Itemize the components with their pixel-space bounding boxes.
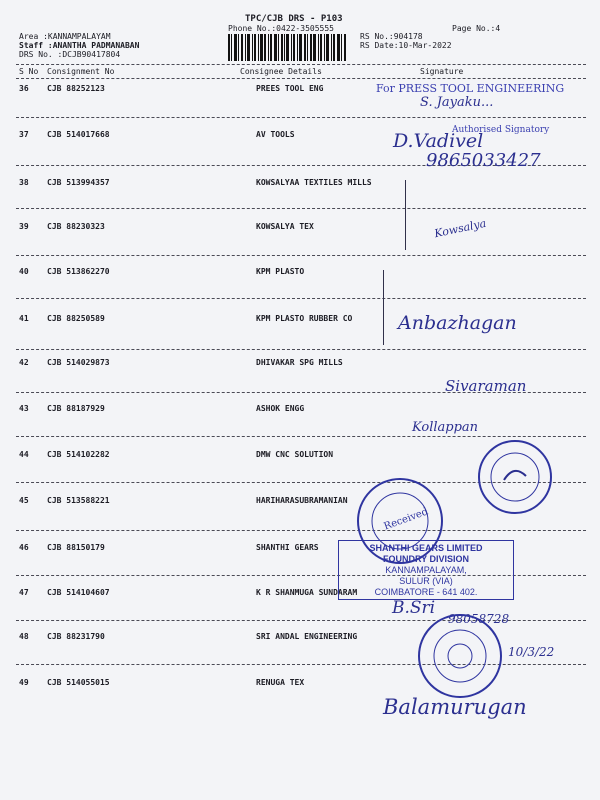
row-consignment: CJB 514017668 [47, 130, 110, 139]
signature-row47-name: B.Sri [392, 598, 436, 618]
area-label: Area :KANNAMPALAYAM [19, 32, 111, 41]
column-signature: Signature [420, 67, 464, 76]
row-divider [16, 298, 586, 299]
shanthi-stamp-line5: COIMBATORE - 641 402. [374, 587, 478, 597]
row-consignment: CJB 514104607 [47, 588, 110, 597]
row-sno: 43 [19, 404, 29, 413]
page-number: Page No.:4 [452, 24, 501, 33]
phone-number: Phone No.:0422-3505555 [228, 24, 334, 33]
header-divider-top [16, 64, 586, 65]
signature-row41: Anbazhagan [398, 312, 517, 334]
row-sno: 45 [19, 496, 29, 505]
seal-ring-icon [480, 442, 550, 512]
row-sno: 47 [19, 588, 29, 597]
signature-row37-name: D.Vadivel [393, 130, 484, 152]
press-tool-stamp-line1: For PRESS TOOL ENGINEERING [376, 82, 565, 95]
row-divider [16, 255, 586, 256]
row-consignee: HARIHARASUBRAMANIAN [256, 496, 348, 505]
row-consignee: KOWSALYA TEX [256, 222, 314, 231]
dmw-company-seal [478, 440, 552, 514]
shanthi-stamp-line4: SULUR (VIA) [399, 576, 453, 586]
received-seal-text: Received [382, 506, 430, 533]
row-divider [16, 117, 586, 118]
barcode-image [228, 34, 348, 61]
row-consignee: KPM PLASTO [256, 267, 305, 276]
row-consignment: CJB 88230323 [47, 222, 105, 231]
row-consignee: ASHOK ENGG [256, 404, 305, 413]
row-consignment: CJB 513862270 [47, 267, 110, 276]
drs-number: DRS No. :DCJB90417804 [19, 50, 121, 59]
sheet-title: TPC/CJB DRS - P103 [245, 14, 343, 24]
row-consignment: CJB 88250589 [47, 314, 105, 323]
column-sno: S No [19, 67, 39, 76]
row-consignment: CJB 514029873 [47, 358, 110, 367]
row-sno: 44 [19, 450, 29, 459]
row-consignment: CJB 514102282 [47, 450, 110, 459]
row-consignment: CJB 88231790 [47, 632, 105, 641]
row-consignment: CJB 513588221 [47, 496, 110, 505]
row-sno: 49 [19, 678, 29, 687]
shanthi-gears-stamp [338, 540, 514, 600]
row-consignment: CJB 88150179 [47, 543, 105, 552]
row-consignee: SRI ANDAL ENGINEERING [256, 632, 358, 641]
bracket-line [383, 270, 384, 345]
row-sno: 36 [19, 84, 29, 93]
row-sno: 38 [19, 178, 29, 187]
shanthi-stamp-line1: SHANTHI GEARS LIMITED [369, 543, 483, 553]
row-sno: 37 [19, 130, 29, 139]
bracket-line [405, 180, 406, 250]
row-consignee: DMW CNC SOLUTION [256, 450, 334, 459]
column-consignment: Consignment No [47, 67, 115, 76]
row-consignee: KPM PLASTO RUBBER CO [256, 314, 353, 323]
row-consignee: SHANTHI GEARS [256, 543, 319, 552]
signature-row36: S. Jayaku... [420, 95, 494, 110]
row-consignee: AV TOOLS [256, 130, 295, 139]
shanthi-stamp-line3: KANNAMPALAYAM, [385, 565, 467, 575]
row-divider [16, 436, 586, 437]
row-sno: 48 [19, 632, 29, 641]
works-company-seal [418, 614, 502, 698]
row-consignee: K R SHANMUGA SUNDARAM [256, 588, 358, 597]
row-consignee: KOWSALYAA TEXTILES MILLS [256, 178, 372, 187]
signature-row47-phone: 98058728 [448, 612, 510, 626]
column-consignee: Consignee Details [240, 67, 322, 76]
row-consignment: CJB 88252123 [47, 84, 105, 93]
signature-row39: Kowsalya [433, 216, 488, 241]
signature-row43: Kollappan [412, 420, 479, 435]
row-consignment: CJB 88187929 [47, 404, 105, 413]
rs-date: RS Date:10-Mar-2022 [360, 41, 452, 50]
row-consignee: RENUGA TEX [256, 678, 305, 687]
signature-row42: Sivaraman [445, 377, 527, 395]
row-consignee: PREES TOOL ENG [256, 84, 324, 93]
row-divider [16, 349, 586, 350]
row-sno: 41 [19, 314, 29, 323]
row-sno: 40 [19, 267, 29, 276]
seal-ring-icon [420, 616, 500, 696]
row-divider [16, 208, 586, 209]
rs-number: RS No.:904178 [360, 32, 423, 41]
row-sno: 39 [19, 222, 29, 231]
staff-label: Staff :ANANTHA PADMANABAN [19, 41, 140, 50]
press-tool-stamp-line2: Authorised Signatory [452, 125, 550, 135]
row-sno: 46 [19, 543, 29, 552]
row-sno: 42 [19, 358, 29, 367]
row-consignment: CJB 514055015 [47, 678, 110, 687]
shanthi-stamp-line2: FOUNDRY DIVISION [382, 554, 469, 564]
row-divider [16, 530, 586, 531]
row-consignee: DHIVAKAR SPG MILLS [256, 358, 343, 367]
signature-row37-phone: 9865033427 [426, 150, 541, 171]
signature-row48-date: 10/3/22 [508, 645, 555, 659]
header-divider-bottom [16, 78, 586, 79]
signature-row49: Balamurugan [383, 695, 527, 719]
row-consignment: CJB 513994357 [47, 178, 110, 187]
